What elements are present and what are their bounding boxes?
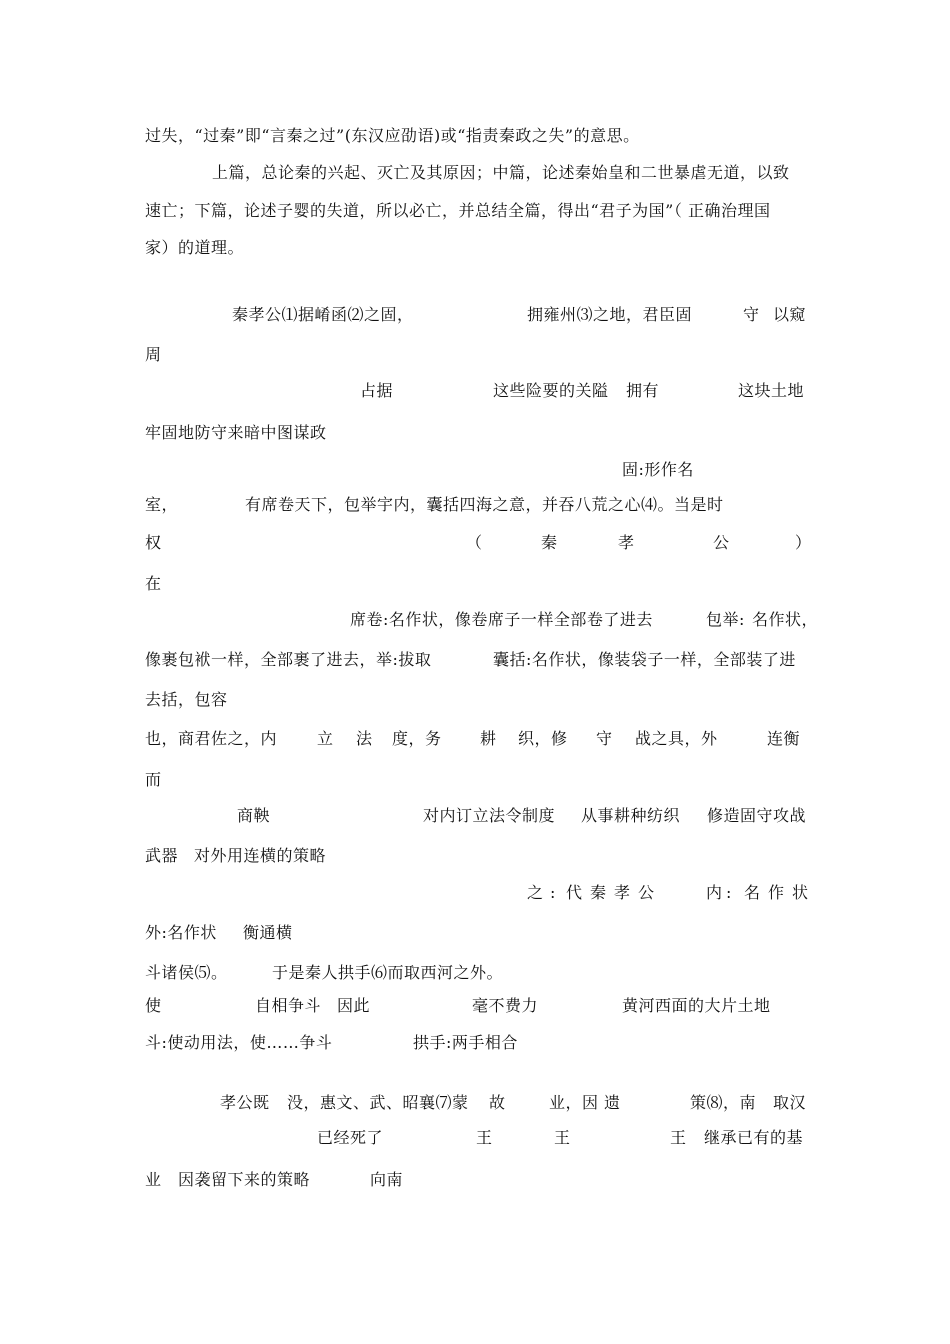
text-line: 周 xyxy=(145,345,162,364)
text-line: 王 xyxy=(554,1128,571,1147)
text-line: 这块土地 xyxy=(738,381,805,400)
text-line: 室， xyxy=(145,495,179,514)
text-line: 拥有 xyxy=(626,381,660,400)
text-line: 法 xyxy=(356,729,373,748)
text-line: 拥雍州⑶之地，君臣固 xyxy=(527,305,693,324)
text-line: 没，惠文、武、昭襄⑺蒙 xyxy=(287,1093,469,1112)
text-line: ） xyxy=(795,533,812,552)
text-line: 上篇，总论秦的兴起、灭亡及其原因；中篇，论述秦始皇和二世暴虐无道，以致 xyxy=(212,163,790,182)
text-line: 席卷:名作状，像卷席子一样全部卷了进去 xyxy=(350,610,653,629)
text-line: 斗诸侯⑸。 xyxy=(145,963,228,982)
text-line: 取汉 xyxy=(773,1093,807,1112)
text-line: 作 xyxy=(768,883,785,902)
text-line: 度，务 xyxy=(392,729,442,748)
text-line: 以窥 xyxy=(773,305,807,324)
text-line: 王 xyxy=(476,1128,493,1147)
text-line: 毫不费力 xyxy=(472,996,539,1015)
text-line: 衡通横 xyxy=(243,923,293,942)
text-line: 而 xyxy=(145,770,162,789)
text-line: 之 xyxy=(527,883,544,902)
text-line: 内 xyxy=(706,883,723,902)
text-line: 权 xyxy=(145,533,162,552)
text-line: 从事耕种纺织 xyxy=(581,806,681,825)
text-line: : xyxy=(550,883,556,902)
text-line: 因此 xyxy=(337,996,371,1015)
text-line: 名作状， xyxy=(752,610,819,629)
text-line: 向南 xyxy=(370,1170,404,1189)
text-line: 囊括:名作状，像装袋子一样，全部装了进 xyxy=(493,650,796,669)
text-line: 织，修 xyxy=(518,729,568,748)
text-line: 孝公既 xyxy=(220,1093,270,1112)
text-line: 立 xyxy=(317,729,334,748)
text-line: 去括，包容 xyxy=(145,690,228,709)
text-line: 对内订立法令制度 xyxy=(423,806,556,825)
text-line: 黄河西面的大片土地 xyxy=(622,996,771,1015)
text-line: 对外用连横的策略 xyxy=(194,846,327,865)
text-line: 在 xyxy=(145,574,162,593)
text-line: 秦孝公⑴据崤函⑵之固， xyxy=(232,305,414,324)
text-line: 代 xyxy=(566,883,583,902)
text-line: 过失，“过秦”即“言秦之过”(东汉应劭语)或“指责秦政之失”的意思。 xyxy=(145,126,640,145)
text-line: 连衡 xyxy=(767,729,801,748)
text-line: 这些险要的关隘 xyxy=(493,381,609,400)
text-line: 于是秦人拱手⑹而取西河之外。 xyxy=(272,963,504,982)
text-line: : xyxy=(726,883,732,902)
text-line: 已经死了 xyxy=(317,1128,384,1147)
text-line: 斗:使动用法，使……争斗 xyxy=(145,1033,333,1052)
text-line: 业，因 xyxy=(549,1093,599,1112)
text-line: 名 xyxy=(744,883,761,902)
text-line: 业 xyxy=(145,1170,162,1189)
text-line: 外:名作状 xyxy=(145,923,217,942)
text-line: 秦 xyxy=(590,883,607,902)
text-line: 策⑻，南 xyxy=(690,1093,757,1112)
text-line: 遗 xyxy=(604,1093,621,1112)
text-line: 自相争斗 xyxy=(255,996,322,1015)
text-line: 修造固守攻战 xyxy=(707,806,807,825)
text-line: 故 xyxy=(489,1093,506,1112)
text-line: 守 xyxy=(596,729,613,748)
text-line: 有席卷天下，包举宇内，囊括四海之意，并吞八荒之心⑷。当是时 xyxy=(245,495,724,514)
text-line: 牢固地防守来暗中图谋政 xyxy=(145,423,327,442)
text-line: 包举: xyxy=(706,610,745,629)
text-line: 使 xyxy=(145,996,162,1015)
text-line: 因袭留下来的策略 xyxy=(178,1170,311,1189)
text-line: 继承已有的基 xyxy=(704,1128,804,1147)
text-line: 耕 xyxy=(480,729,497,748)
text-line: 战之具，外 xyxy=(635,729,718,748)
text-line: 状 xyxy=(792,883,809,902)
text-line: 像裹包袱一样，全部裹了进去，举:拔取 xyxy=(145,650,432,669)
text-line: 孝 xyxy=(618,533,635,552)
text-line: 家）的道理。 xyxy=(145,238,245,257)
text-line: 公 xyxy=(713,533,730,552)
text-line: 拱手:两手相合 xyxy=(413,1033,518,1052)
text-line: 商鞅 xyxy=(237,806,271,825)
text-line: 速亡；下篇，论述子婴的失道，所以必亡，并总结全篇，得出“君子为国”（ 正确治理国 xyxy=(145,201,771,220)
text-line: 武器 xyxy=(145,846,179,865)
text-line: 占据 xyxy=(360,381,394,400)
text-line: 王 xyxy=(670,1128,687,1147)
text-line: 孝 xyxy=(614,883,631,902)
text-line: 守 xyxy=(743,305,760,324)
text-line: 也，商君佐之，内 xyxy=(145,729,278,748)
text-line: 固:形作名 xyxy=(622,460,694,479)
text-line: （ xyxy=(466,533,483,552)
text-line: 秦 xyxy=(541,533,558,552)
text-line: 公 xyxy=(638,883,655,902)
